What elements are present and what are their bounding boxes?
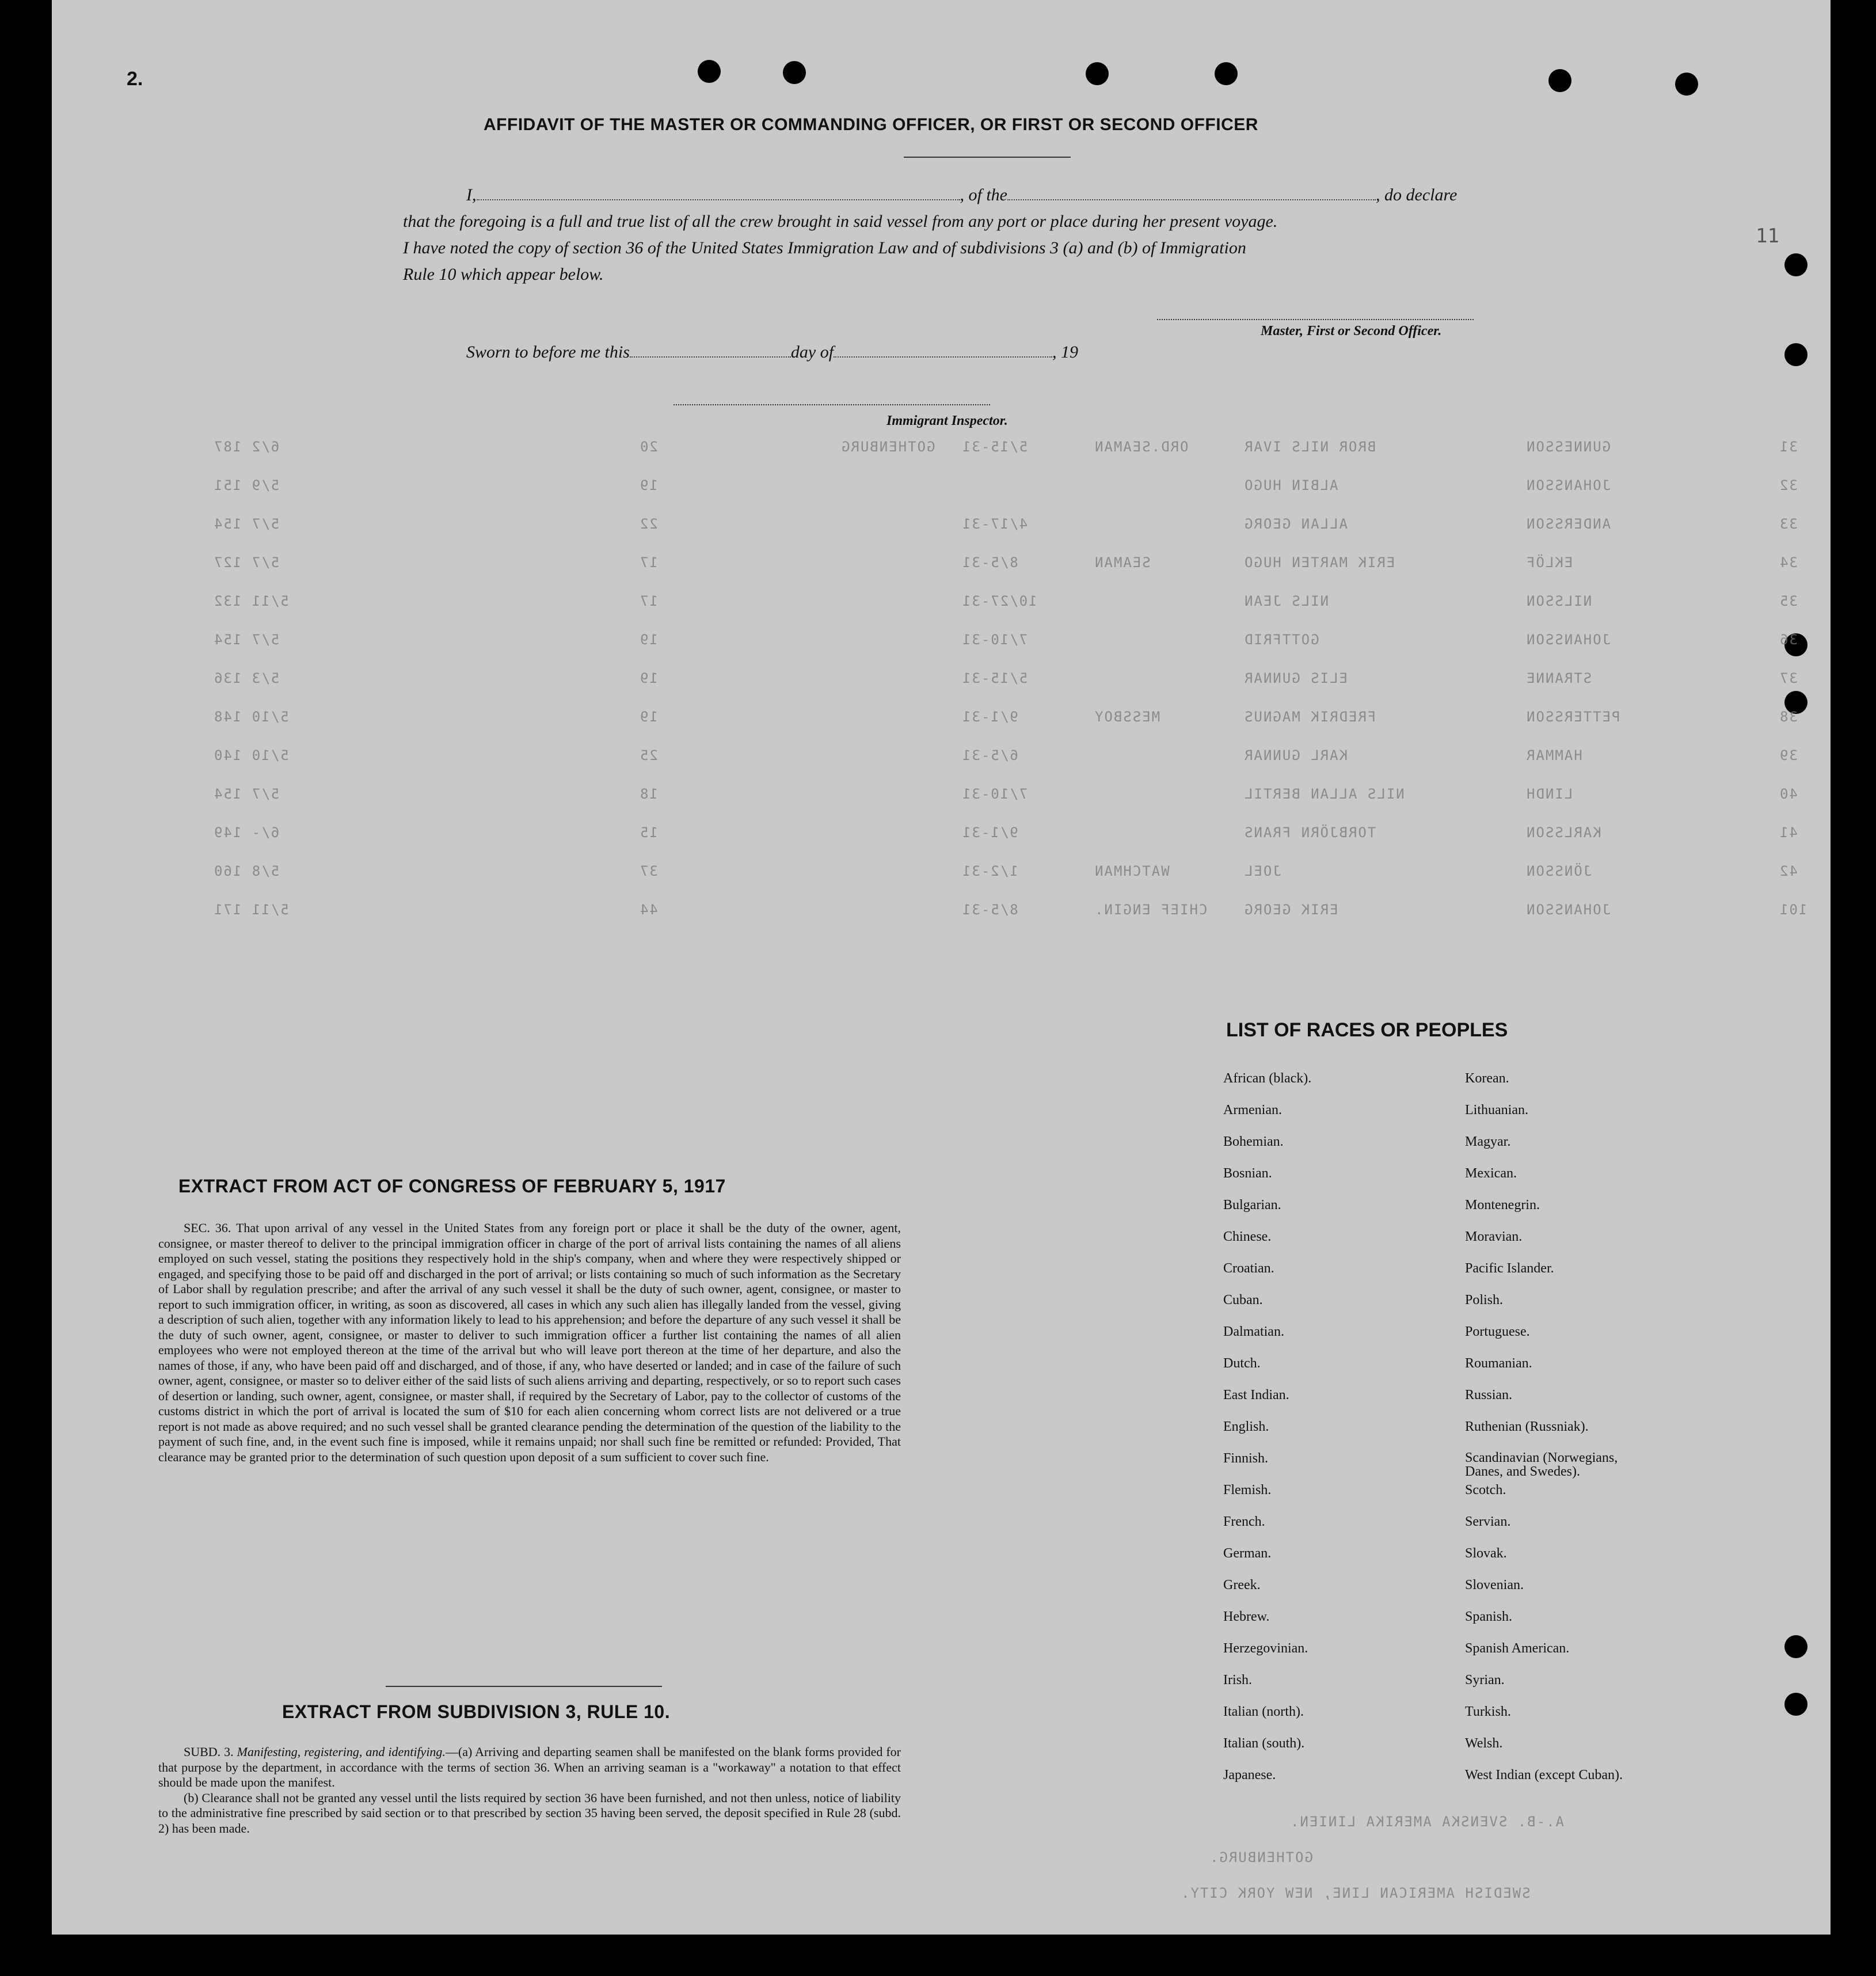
bleed-through-row bbox=[52, 824, 1831, 844]
race-entry: East Indian. bbox=[1223, 1388, 1289, 1403]
race-entry: Korean. bbox=[1465, 1071, 1509, 1086]
bleed-through-cell: KARLSSON bbox=[1525, 824, 1601, 841]
race-entry: Mexican. bbox=[1465, 1166, 1517, 1181]
race-entry: Chinese. bbox=[1223, 1229, 1272, 1244]
race-entry: Bulgarian. bbox=[1223, 1198, 1281, 1213]
bleed-through-cell: GUNNESSON bbox=[1525, 439, 1611, 455]
bleed-through-stamp-line: A.-B. SVENSKA AMERIKA LINIEN. bbox=[1289, 1814, 1565, 1830]
race-entry: Hebrew. bbox=[1223, 1609, 1270, 1624]
title-divider bbox=[904, 157, 1071, 158]
punch-hole bbox=[1675, 73, 1698, 96]
race-entry: French. bbox=[1223, 1514, 1265, 1529]
bleed-through-cell: 5/8 160 bbox=[213, 863, 280, 879]
bleed-through-cell: ANDERSSON bbox=[1525, 516, 1611, 532]
subd-lead: SUBD. 3. bbox=[184, 1745, 234, 1759]
rule-extract-title: EXTRACT FROM SUBDIVISION 3, RULE 10. bbox=[282, 1701, 671, 1722]
bleed-through-cell: KARL GUNNAR bbox=[1243, 747, 1348, 763]
bleed-through-row bbox=[52, 632, 1831, 651]
bleed-through-row bbox=[52, 786, 1831, 805]
race-entry: Italian (south). bbox=[1223, 1736, 1305, 1751]
bleed-through-cell: 8/5-31 bbox=[961, 902, 1018, 918]
rule-extract-text bbox=[158, 1745, 901, 1836]
sworn-day-blank bbox=[630, 356, 791, 358]
race-entry: Bohemian. bbox=[1223, 1134, 1284, 1149]
race-entry: Bosnian. bbox=[1223, 1166, 1272, 1181]
bleed-through-cell: LINDH bbox=[1525, 786, 1573, 802]
bleed-through-cell: 5/9 151 bbox=[213, 477, 280, 493]
declaration-of: , of the bbox=[960, 185, 1007, 204]
race-entry: Finnish. bbox=[1223, 1451, 1269, 1466]
race-entry: Magyar. bbox=[1465, 1134, 1511, 1149]
bleed-through-cell: 20 bbox=[639, 439, 658, 455]
act-divider bbox=[386, 1686, 662, 1687]
bleed-through-cell: 44 bbox=[639, 902, 658, 918]
bleed-through-cell: TORBJÖRN FRANS bbox=[1243, 824, 1376, 841]
bleed-through-row bbox=[52, 593, 1831, 613]
bleed-through-cell: ALBIN HUGO bbox=[1243, 477, 1338, 493]
race-entry: Russian. bbox=[1465, 1388, 1513, 1403]
punch-hole bbox=[1215, 62, 1238, 85]
bleed-through-row bbox=[52, 439, 1831, 458]
sworn-year: , 19 bbox=[1052, 343, 1079, 362]
race-entry: German. bbox=[1223, 1546, 1272, 1561]
race-entry: Scotch. bbox=[1465, 1483, 1506, 1498]
punch-hole bbox=[1086, 62, 1109, 85]
declaration-line-3: I have noted the copy of section 36 of the United States Immigration Law and of subdivisions 3 (a) and (b) of Immigration bbox=[403, 238, 1246, 257]
bleed-through-cell: 9/1-31 bbox=[961, 709, 1018, 725]
bleed-through-cell: 37 bbox=[1779, 670, 1798, 686]
bleed-through-cell: 31 bbox=[1779, 439, 1798, 455]
affidavit-title: AFFIDAVIT OF THE MASTER OR COMMANDING OFFICER, OR FIRST OR SECOND OFFICER bbox=[484, 115, 1258, 134]
subd-heading: Manifesting, registering, and identifying. bbox=[237, 1745, 446, 1759]
sworn-day-label: day of bbox=[790, 343, 834, 362]
bleed-through-cell: 5/7 154 bbox=[213, 786, 280, 802]
bleed-through-cell: JOHANSSON bbox=[1525, 477, 1611, 493]
race-entry: West Indian (except Cuban). bbox=[1465, 1768, 1623, 1783]
bleed-through-cell: 5/11 132 bbox=[213, 593, 289, 609]
bleed-through-cell: JOHANSSON bbox=[1525, 632, 1611, 648]
manifest-page bbox=[52, 0, 1831, 1935]
subd-b-text: (b) Clearance shall not be granted any vessel until the lists required by section 36 have been furnished, and not then unless, notice of liability to the administrative fine prescribed by said section or to that prescribed by section 35 having been served, the deposit specified in Rule 28 (subd. 2) has been made. bbox=[158, 1790, 901, 1836]
bleed-through-cell: CHIEF ENGIN. bbox=[1094, 902, 1208, 918]
sec-36-text: SEC. 36. That upon arrival of any vessel in the United States from any foreign port or place it shall be the duty of the owner, agent, consignee, or master thereof to deliver to the principal immigration officer in charge of the port of arrival lists containing the names of all aliens employed on such vessel, stating the positions they respectively hold in the ship's company, when and where they were respectively shipped or engaged, and specifying those to be paid off and discharged in the port of arrival; or lists containing so much of such information as the Secretary of Labor shall by regulation prescribe; and after the arrival of any such vessel it shall be the duty of such owner, agent, consignee, or master to report to such immigration officer, in writing, as soon as discovered, all cases in which any such alien has illegally landed from the vessel, giving a description of such alien, together with any information likely to lead to his apprehension; and before the departure of any such vessel it shall be the duty of such owner, agent, consignee, or master to deliver to such immigration officer a further list containing the names of all alien employees who were not employed thereon at the time of the arrival but who will leave port thereon at the time of her departure, and also the names of those, if any, who have been paid off and discharged, and of those, if any, who have deserted or landed; and in case of the failure of such owner, agent, consignee, or master so to deliver either of the said lists of such aliens arriving and departing, respectively, or so to report such cases of desertion or landing, such owner, agent, consignee, or master shall, if required by the Secretary of Labor, pay to the collector of customs of the customs district in which the port of arrival is located the sum of $10 for each alien concerning whom correct lists are not delivered or a true report is not made as above required; and no such vessel shall be granted clearance pending the determination of the question of the liability to the payment of such fine, and, in the event such fine is imposed, while it remains unpaid; nor shall such fine be remitted or refunded: Provided, That clearance may be granted prior to the determination of such question upon deposit of a sum sufficient to cover such fine. bbox=[158, 1221, 901, 1464]
vessel-name-blank bbox=[1007, 199, 1376, 200]
sworn-line bbox=[466, 343, 1078, 362]
bleed-through-cell: 4/17-31 bbox=[961, 516, 1028, 532]
bleed-through-row bbox=[52, 863, 1831, 883]
bleed-through-cell: 7/10-31 bbox=[961, 786, 1028, 802]
bleed-through-cell: FREDRIK MAGNUS bbox=[1243, 709, 1376, 725]
race-entry: Syrian. bbox=[1465, 1673, 1505, 1688]
race-entry: Dalmatian. bbox=[1223, 1324, 1284, 1339]
bleed-through-cell: 5/7 127 bbox=[213, 554, 280, 571]
bleed-through-cell: 39 bbox=[1779, 747, 1798, 763]
bleed-through-cell: 6/5-31 bbox=[961, 747, 1018, 763]
bleed-through-cell: NILS JEAN bbox=[1243, 593, 1329, 609]
bleed-through-cell: 5/15-31 bbox=[961, 670, 1028, 686]
bleed-through-cell: 37 bbox=[639, 863, 658, 879]
race-entry: Welsh. bbox=[1465, 1736, 1503, 1751]
bleed-through-row bbox=[52, 670, 1831, 690]
bleed-through-cell: 5/7 154 bbox=[213, 516, 280, 532]
punch-hole bbox=[1784, 343, 1807, 366]
race-entry: Irish. bbox=[1223, 1673, 1252, 1688]
bleed-through-cell: 18 bbox=[639, 786, 658, 802]
race-entry: English. bbox=[1223, 1419, 1269, 1434]
bleed-through-cell: MESSBOY bbox=[1094, 709, 1160, 725]
bleed-through-cell: 101 bbox=[1779, 902, 1807, 918]
signature-label: Master, First or Second Officer. bbox=[1261, 324, 1442, 339]
punch-hole bbox=[698, 60, 721, 83]
race-entry: Pacific Islander. bbox=[1465, 1261, 1554, 1276]
race-entry: Turkish. bbox=[1465, 1704, 1511, 1719]
bleed-through-cell: ORD.SEAMAN bbox=[1094, 439, 1189, 455]
bleed-through-cell: 36 bbox=[1779, 632, 1798, 648]
inspector-line bbox=[673, 404, 990, 405]
bleed-through-row bbox=[52, 477, 1831, 497]
bleed-through-cell: JÖNSSON bbox=[1525, 863, 1592, 879]
act-extract-text bbox=[158, 1221, 901, 1465]
bleed-through-cell: 33 bbox=[1779, 516, 1798, 532]
race-entry: Dutch. bbox=[1223, 1356, 1261, 1371]
bleed-through-cell: 5/10 148 bbox=[213, 709, 289, 725]
race-entry: African (black). bbox=[1223, 1071, 1312, 1086]
race-entry: Spanish. bbox=[1465, 1609, 1513, 1624]
bleed-through-cell: 17 bbox=[639, 593, 658, 609]
bleed-through-cell: 5/11 171 bbox=[213, 902, 289, 918]
bleed-through-row bbox=[52, 554, 1831, 574]
bleed-through-cell: 41 bbox=[1779, 824, 1798, 841]
race-entry: Slovak. bbox=[1465, 1546, 1507, 1561]
page-number: 2. bbox=[127, 68, 143, 90]
bleed-through-cell: 22 bbox=[639, 516, 658, 532]
race-entry: Cuban. bbox=[1223, 1293, 1263, 1308]
race-entry: Ruthenian (Russniak). bbox=[1465, 1419, 1589, 1434]
bleed-through-cell: EKLÖF bbox=[1525, 554, 1573, 571]
bleed-through-cell: PETTERSSON bbox=[1525, 709, 1620, 725]
bleed-through-cell: BROR NILS IVAR bbox=[1243, 439, 1376, 455]
punch-hole bbox=[783, 61, 806, 84]
signature-line bbox=[1157, 319, 1474, 320]
bleed-through-cell: 17 bbox=[639, 554, 658, 571]
declaration-line-2: that the foregoing is a full and true list of all the crew brought in said vessel from any port or place during her present voyage. bbox=[403, 212, 1278, 231]
race-entry: Croatian. bbox=[1223, 1261, 1274, 1276]
bleed-through-cell: ALLAN GEORG bbox=[1243, 516, 1348, 532]
declaration-line-4: Rule 10 which appear below. bbox=[403, 265, 604, 284]
bleed-through-cell: 6/- 149 bbox=[213, 824, 280, 841]
races-title: LIST OF RACES OR PEOPLES bbox=[1226, 1019, 1508, 1041]
sworn-prefix: Sworn to before me this bbox=[466, 343, 630, 362]
bleed-through-cell: JOEL bbox=[1243, 863, 1281, 879]
bleed-through-cell: ERIK GEORG bbox=[1243, 902, 1338, 918]
inspector-label: Immigrant Inspector. bbox=[886, 413, 1008, 428]
race-entry: Lithuanian. bbox=[1465, 1103, 1528, 1118]
act-extract-title: EXTRACT FROM ACT OF CONGRESS OF FEBRUARY 5, 1917 bbox=[178, 1176, 726, 1196]
bleed-through-cell: 5/7 154 bbox=[213, 632, 280, 648]
bleed-through-cell: 40 bbox=[1779, 786, 1798, 802]
bleed-through-cell: 7/10-31 bbox=[961, 632, 1028, 648]
bleed-through-row bbox=[52, 902, 1831, 921]
race-entry: Italian (north). bbox=[1223, 1704, 1304, 1719]
race-entry: Montenegrin. bbox=[1465, 1198, 1540, 1213]
punch-hole bbox=[1784, 1635, 1807, 1658]
bleed-through-cell: 19 bbox=[639, 709, 658, 725]
race-entry: Roumanian. bbox=[1465, 1356, 1532, 1371]
bleed-through-cell: 5/3 136 bbox=[213, 670, 280, 686]
punch-hole bbox=[1784, 1693, 1807, 1716]
declaration-line-1 bbox=[466, 185, 1457, 205]
bleed-through-cell: GOTHENBURG bbox=[840, 439, 935, 455]
bleed-through-cell: 6/2 187 bbox=[213, 439, 280, 455]
race-entry: Herzegovinian. bbox=[1223, 1641, 1308, 1656]
bleed-through-cell: 5/10 140 bbox=[213, 747, 289, 763]
bleed-through-cell: 9/1-31 bbox=[961, 824, 1018, 841]
bleed-through-cell: ERIK MARTEN HUGO bbox=[1243, 554, 1395, 571]
punch-hole bbox=[1784, 253, 1807, 276]
bleed-through-cell: 1/2-31 bbox=[961, 863, 1018, 879]
race-entry: Moravian. bbox=[1465, 1229, 1523, 1244]
bleed-through-cell: 19 bbox=[639, 632, 658, 648]
bleed-through-cell: GOTTFRID bbox=[1243, 632, 1319, 648]
bleed-through-cell: 32 bbox=[1779, 477, 1798, 493]
bleed-through-stamp-line: SWEDISH AMERICAN LINE, NEW YORK CITY. bbox=[1180, 1885, 1531, 1901]
bleed-through-cell: 38 bbox=[1779, 709, 1798, 725]
race-entry: Scandinavian (Norwegians, Danes, and Swedes). bbox=[1465, 1450, 1618, 1479]
declaration-i: I, bbox=[466, 185, 477, 204]
race-entry: Armenian. bbox=[1223, 1103, 1282, 1118]
race-entry: Portuguese. bbox=[1465, 1324, 1530, 1339]
race-entry: Polish. bbox=[1465, 1293, 1504, 1308]
bleed-through-cell: HAMMAR bbox=[1525, 747, 1582, 763]
sworn-month-blank bbox=[834, 356, 1052, 358]
bleed-through-row bbox=[52, 516, 1831, 535]
race-entry: Japanese. bbox=[1223, 1768, 1276, 1783]
bleed-through-cell: ELIS GUNNAR bbox=[1243, 670, 1348, 686]
bleed-through-cell: 34 bbox=[1779, 554, 1798, 571]
race-entry: Flemish. bbox=[1223, 1483, 1272, 1498]
subd-a-body: —(a) Arriving and departing seamen shall be manifested on the blank forms provided for that purpose by the department, in accordance with the terms of section 36. When an arriving seaman is a "workaway" a notation to that effect should be made upon the manifest. bbox=[158, 1745, 901, 1789]
bleed-through-row bbox=[52, 709, 1831, 728]
margin-number: 11 bbox=[1756, 225, 1779, 248]
race-entry: Servian. bbox=[1465, 1514, 1511, 1529]
bleed-through-cell: NILSSON bbox=[1525, 593, 1592, 609]
bleed-through-cell: 5/15-31 bbox=[961, 439, 1028, 455]
officer-name-blank bbox=[477, 199, 960, 200]
bleed-through-cell: JOHANSSON bbox=[1525, 902, 1611, 918]
bleed-through-cell: NILS ALLAN BERTIL bbox=[1243, 786, 1405, 802]
bleed-through-cell: WATCHMAN bbox=[1094, 863, 1170, 879]
bleed-through-cell: 35 bbox=[1779, 593, 1798, 609]
bleed-through-cell: 19 bbox=[639, 670, 658, 686]
race-entry: Spanish American. bbox=[1465, 1641, 1570, 1656]
punch-hole bbox=[1548, 69, 1571, 92]
bleed-through-cell: 8/5-31 bbox=[961, 554, 1018, 571]
bleed-through-stamp-line: GOTHENBURG. bbox=[1209, 1849, 1313, 1865]
race-entry: Greek. bbox=[1223, 1578, 1261, 1593]
bleed-through-cell: 15 bbox=[639, 824, 658, 841]
bleed-through-row bbox=[52, 747, 1831, 767]
bleed-through-cell: STRANNE bbox=[1525, 670, 1592, 686]
bleed-through-cell: SEAMAN bbox=[1094, 554, 1151, 571]
race-entry: Slovenian. bbox=[1465, 1578, 1524, 1593]
bleed-through-cell: 19 bbox=[639, 477, 658, 493]
subd-a-text bbox=[158, 1745, 901, 1791]
bleed-through-cell: 25 bbox=[639, 747, 658, 763]
bleed-through-cell: 10/27-31 bbox=[961, 593, 1037, 609]
bleed-through-cell: 42 bbox=[1779, 863, 1798, 879]
declaration-suffix: , do declare bbox=[1376, 185, 1458, 204]
